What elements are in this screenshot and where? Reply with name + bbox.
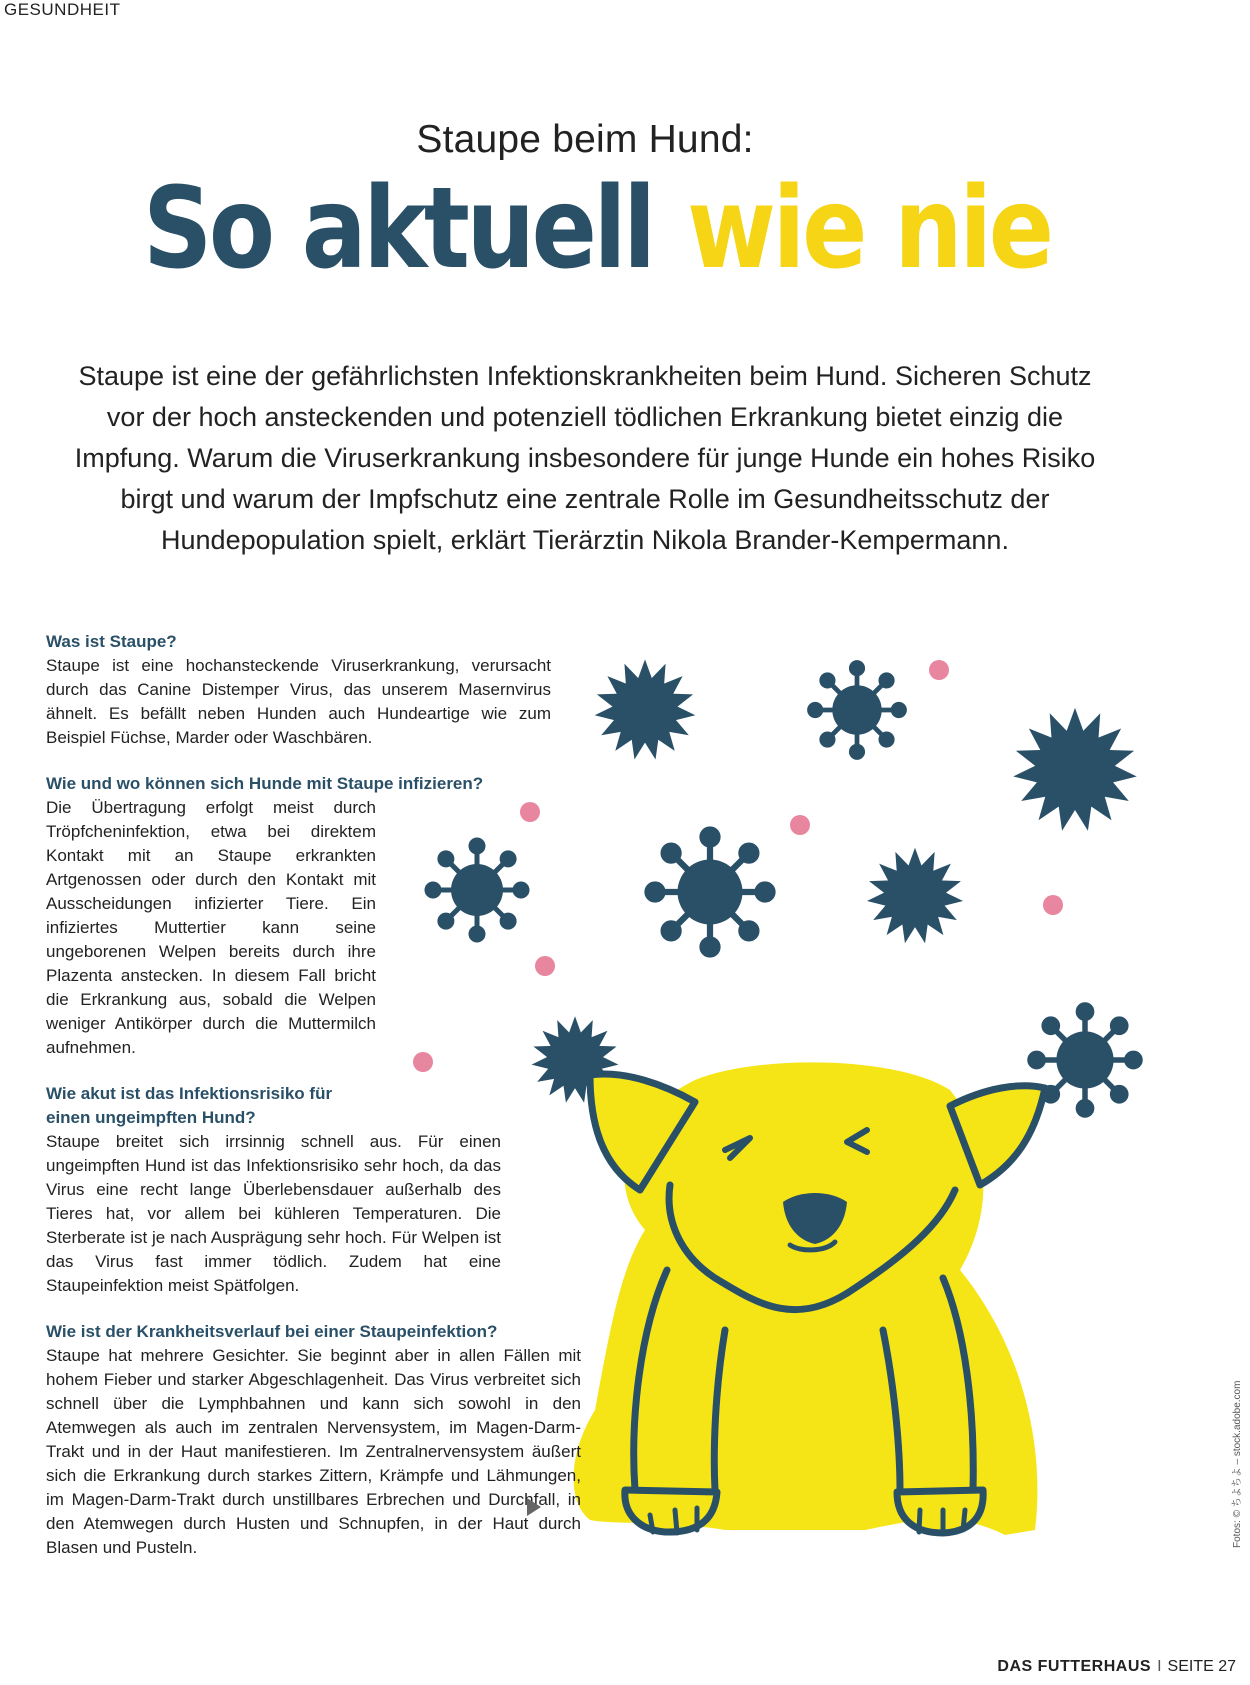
question-heading: Wie akut ist das Infektionsrisiko für einen ungeimpften Hund? [46,1084,333,1127]
virus-icon [866,848,964,945]
answer-paragraph: Staupe hat mehrere Gesichter. Sie beginnt aber in allen Fällen mit hohem Fieber und starker Abgeschlagenheit. Das Virus verbreitet sich schnell über die Lymphbahnen und kann sich sowohl in den Atemwegen als auch im zentralen Nervensystem, im Magen-Darm-Trakt und in der Haut manifestieren. Im Zentralnervensystem äußert sich die Erkrankung durch starkes Zittern, Krämpfe und Lähmungen, im Magen-Darm-Trakt durch unstillbares Erbrechen und Durchfall, in den Atemwegen durch Husten und Schnupfen, in der Haut durch Blasen und Pusteln. [46,1346,581,1557]
virus-icon [1012,708,1138,833]
virus-icon [810,663,905,758]
headline-dark-part: So aktuell [142,164,653,294]
article-subtitle: Staupe beim Hund: [416,118,754,161]
footer-separator: I [1157,1658,1162,1675]
question-heading: Wie und wo können sich Hunde mit Staupe infizieren? [46,774,484,793]
virus-icon [648,830,773,955]
pink-dot [790,815,810,835]
answer-paragraph: Die Übertragung erfolgt meist durch Tröpfcheninfektion, etwa bei direktem Kontakt mit an Staupe erkrankten Artgenossen oder durch den Kontakt mit Ausscheidungen infizierter Tiere. Ein infiziertes Muttertier kann seine ungeborenen Welpen bereits durch ihre Plazenta anstecken. In diesem Fall bricht die Erkrankung aus, sobald die Welpen weniger Antikörper durch die Muttermilch aufnehmen. [46,798,376,1057]
page-footer [997,1658,1236,1676]
virus-icon [1030,1005,1140,1115]
pink-dot [929,660,949,680]
intro-paragraph: Staupe ist eine der gefährlichsten Infektionskrankheiten beim Hund. Sicheren Schutz vor der hoch ansteckenden und potenziell tödlichen Erkrankung bietet einzig die Impfung. Warum die Viruserkrankung insbesondere für junge Hunde ein hohes Risiko birgt und warum der Impfschutz eine zentrale Rolle im Gesundheitsschutz der Hundepopulation spielt, erklärt Tierärztin Nikola Brander-Kempermann. [74,361,1096,555]
answer-paragraph: Staupe breitet sich irrsinnig schnell aus. Für einen ungeimpften Hund ist das Infektionsrisiko sehr hoch, da das Virus eine recht lange Überlebensdauer außerhalb des Tieres hat, vor allem bei kühleren Temperaturen. Die Sterberate ist je nach Ausprägung sehr hoch. Für Welpen ist das Virus fast immer tödlich. Zudem hat eine Staupeinfektion meist Spätfolgen. [46,1132,501,1295]
article-headline [0,164,1170,294]
continue-arrow-icon [527,1498,541,1516]
headline-yellow-part: wie nie [687,164,1052,294]
question-heading: Was ist Staupe? [46,632,177,651]
pink-dot [1043,895,1063,915]
section-label: GESUNDHEIT [4,0,121,19]
virus-icon [594,659,696,761]
sick-dog [574,1062,1045,1535]
brand-name: DAS FUTTERHAUS [997,1658,1152,1675]
photo-credit: Fotos: © ちよちよ – stock.adobe.com [1232,1380,1243,1548]
article-body [46,630,606,1582]
question-heading: Wie ist der Krankheitsverlauf bei einer Staupeinfektion? [46,1322,498,1341]
page-number: SEITE 27 [1167,1658,1236,1675]
answer-paragraph: Staupe ist eine hochansteckende Viruserkrankung, verursacht durch das Canine Distemper Virus, das unserem Masernvirus ähnelt. Es befällt neben Hunden auch Hundeartige wie zum Beispiel Füchse, Marder oder Waschbären. [46,656,551,747]
